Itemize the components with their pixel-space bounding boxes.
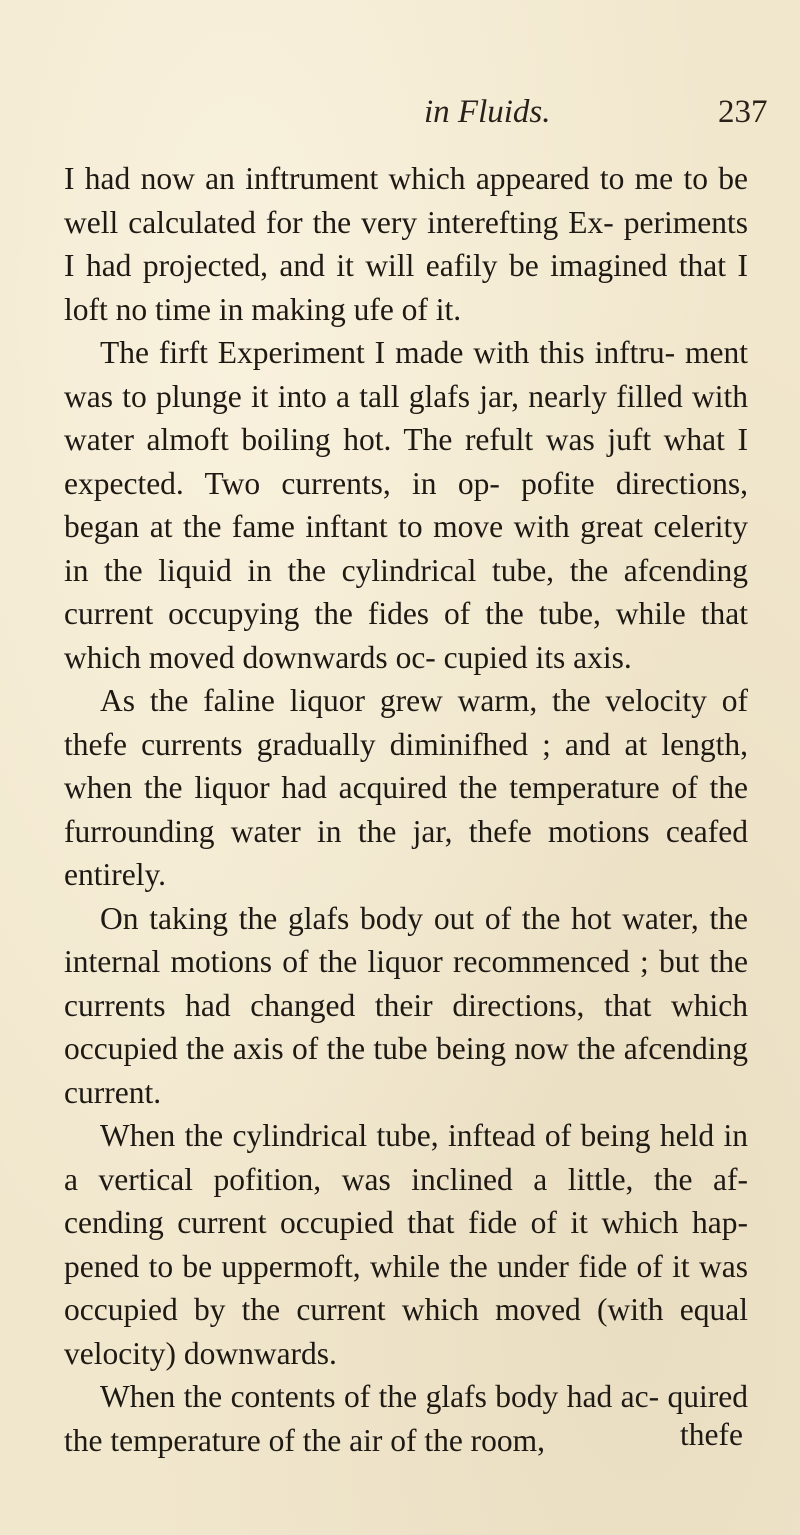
body-text (64, 157, 748, 1462)
page-number: 237 (718, 94, 768, 130)
paragraph: When the contents of the glafs body had ac- quired the temperature of the air of the room, (64, 1379, 748, 1458)
catchword: thefe (680, 1417, 743, 1452)
paragraph: When the cylindrical tube, inftead of being held in a vertical pofition, was inclined a little, the af- cending current occupied that fide of it which hap- pened to be uppermoft, while the under fide of it was occupied by the current which moved (with equal velocity) downwards. (64, 1118, 748, 1371)
running-title: in Fluids. (424, 94, 551, 130)
running-head (0, 94, 800, 144)
paragraph: I had now an inftrument which appeared to me to be well calculated for the very interefting Ex- periments I had projected, and it will eafily be imagined that I loft no time in making ufe of it. (64, 161, 748, 327)
paragraph: On taking the glafs body out of the hot water, the internal motions of the liquor recommenced ; but the currents had changed their directions, that which occupied the axis of the tube being now the afcending current. (64, 900, 748, 1110)
paragraph: As the faline liquor grew warm, the velocity of thefe currents gradually diminifhed ; and at length, when the liquor had acquired the temperature of the furrounding water in the jar, thefe motions ceafed entirely. (64, 683, 748, 892)
paragraph: The firft Experiment I made with this inftru- ment was to plunge it into a tall glafs jar, nearly filled with water almoft boiling hot. The refult was juft what I expected. Two currents, in op- pofite directions, began at the fame inftant to move with great celerity in the liquid in the cylindrical tube, the afcending current occupying the fides of the tube, while that which moved downwards oc- cupied its axis. (64, 335, 748, 675)
